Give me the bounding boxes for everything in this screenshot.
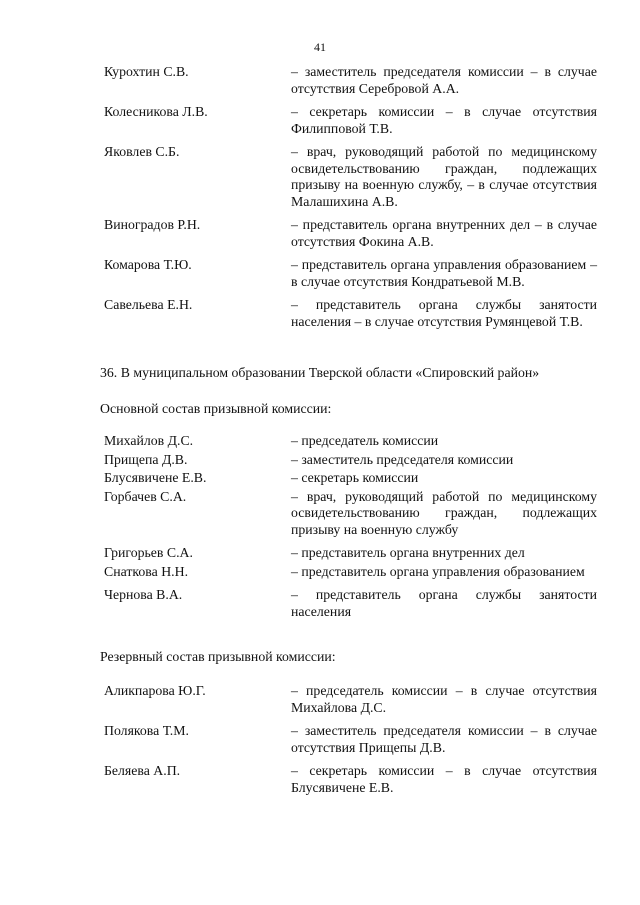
member-name: Блусявичене Е.В. — [104, 470, 207, 485]
member-role: – врач, руководящий работой по медицинскому освидетельствованию граждан, подлежащих призыву на военную службу, – в случае отсутствия Малашихина А.В. — [291, 144, 597, 209]
section-title: 36. В муниципальном образовании Тверской области «Спировский район» — [100, 365, 540, 380]
member-role: – секретарь комиссии – в случае отсутствия Филипповой Т.В. — [291, 104, 597, 136]
member-name: Яковлев С.Б. — [104, 144, 180, 159]
page-number: 41 — [314, 40, 326, 54]
list-item — [0, 452, 640, 469]
member-name: Виноградов Р.Н. — [104, 217, 201, 232]
list-item — [0, 470, 640, 487]
member-name: Савельева Е.Н. — [104, 297, 193, 312]
member-role: – представитель органа службы занятости населения — [291, 587, 597, 619]
member-name: Курохтин С.В. — [104, 64, 189, 79]
member-role: – представитель органа внутренних дел — [291, 545, 525, 560]
list-item — [0, 104, 640, 137]
list-item — [0, 257, 640, 290]
member-role: – заместитель председателя комиссии – в случае отсутствия Серебровой А.А. — [291, 64, 597, 96]
member-name: Чернова В.А. — [104, 587, 183, 602]
list-item — [0, 144, 640, 210]
member-name: Колесникова Л.В. — [104, 104, 208, 119]
list-item — [0, 587, 640, 620]
member-role: – представитель органа управления образованием – в случае отсутствия Кондратьевой М.В. — [291, 257, 597, 289]
list-item — [0, 64, 640, 97]
list-item — [0, 564, 640, 581]
member-name: Снаткова Н.Н. — [104, 563, 189, 579]
reserve-composition-list — [0, 683, 640, 803]
member-role: – заместитель председателя комиссии – в случае отсутствия Прищепы Д.В. — [291, 723, 597, 755]
member-role: – представитель органа внутренних дел – в случае отсутствия Фокина А.В. — [291, 217, 597, 249]
member-name: Григорьев С.А. — [104, 545, 193, 560]
member-name: Беляева А.П. — [104, 763, 181, 778]
member-role: – представитель органа службы занятости населения – в случае отсутствия Румянцевой Т.В. — [291, 297, 597, 329]
member-name: Прищепа Д.В. — [104, 451, 188, 467]
list-item — [0, 683, 640, 716]
list-item — [0, 433, 640, 450]
member-name: Аликпарова Ю.Г. — [104, 683, 206, 698]
list-item — [0, 217, 640, 250]
member-role: – заместитель председателя комиссии — [291, 451, 514, 467]
main-composition-heading: Основной состав призывной комиссии: — [100, 401, 332, 416]
list-item — [0, 545, 640, 562]
member-name: Комарова Т.Ю. — [104, 257, 192, 272]
list-item — [0, 763, 640, 796]
reserve-composition-heading: Резервный состав призывной комиссии: — [100, 649, 336, 664]
member-role: – секретарь комиссии – в случае отсутствия Блусявичене Е.В. — [291, 763, 597, 795]
member-role: – председатель комиссии – в случае отсутствия Михайлова Д.С. — [291, 683, 597, 715]
member-role: – представитель органа управления образованием — [291, 563, 585, 579]
continued-reserve-list — [0, 64, 640, 337]
member-name: Полякова Т.М. — [104, 723, 189, 738]
list-item — [0, 297, 640, 330]
member-name: Горбачев С.А. — [104, 488, 187, 504]
main-composition-list — [0, 433, 640, 622]
member-role: – врач, руководящий работой по медицинскому освидетельствованию граждан, подлежащих призыву на военную службу — [291, 488, 597, 537]
list-item — [0, 723, 640, 756]
member-role: – председатель комиссии — [291, 433, 439, 448]
list-item — [0, 489, 640, 539]
member-role: – секретарь комиссии — [291, 470, 419, 485]
member-name: Михайлов Д.С. — [104, 433, 194, 448]
